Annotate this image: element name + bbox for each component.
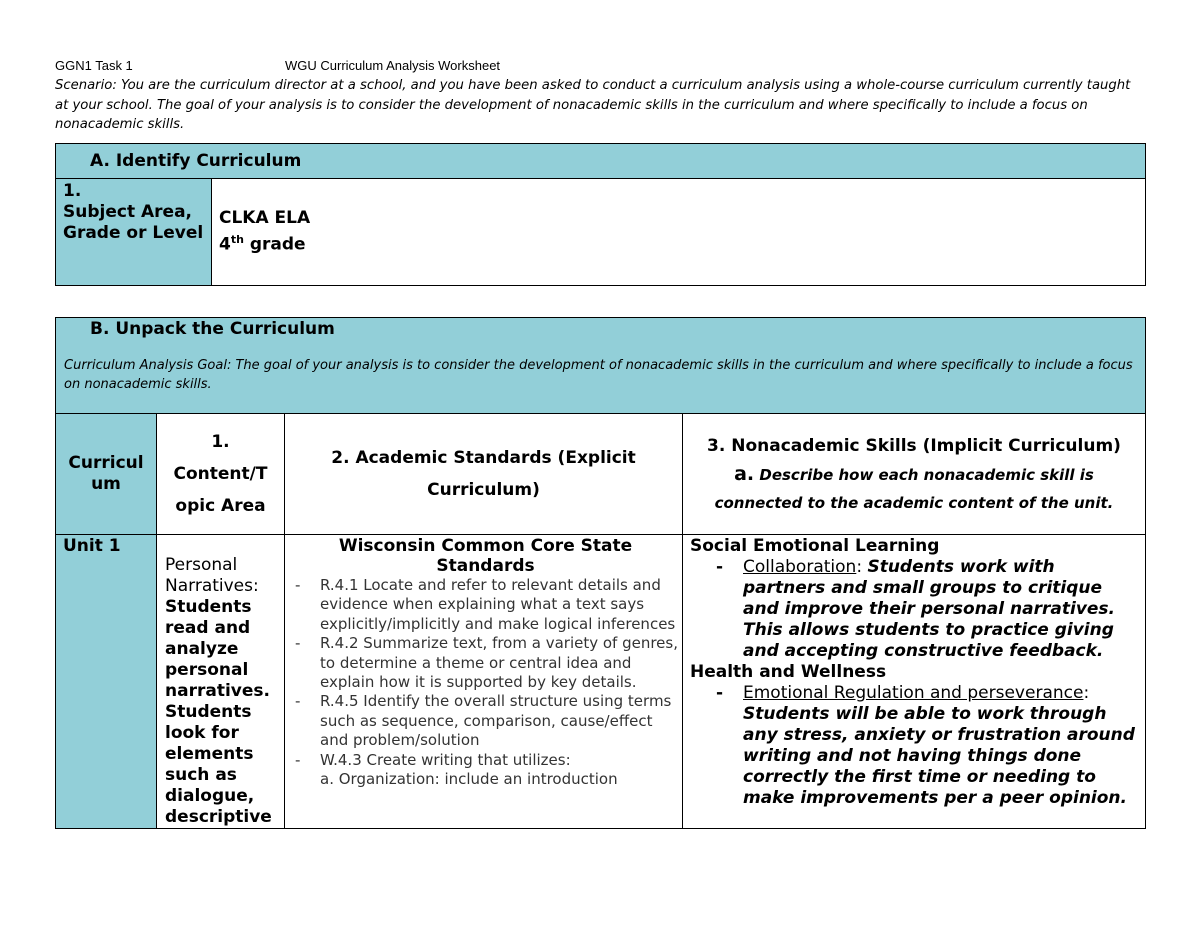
nonacademic-skill-label: Emotional Regulation and perseverance bbox=[743, 683, 1084, 703]
standard-item: - R.4.2 Summarize text, from a variety of genres, to determine a theme or central idea and explain how it is supported by key details. bbox=[293, 634, 678, 692]
worksheet-title: WGU Curriculum Analysis Worksheet bbox=[285, 58, 501, 73]
identify-curriculum-table bbox=[55, 143, 1146, 286]
unit-name: Unit 1 bbox=[63, 536, 121, 556]
standards-list bbox=[293, 576, 678, 770]
standards-cell bbox=[285, 535, 683, 829]
unpack-curriculum-table bbox=[55, 317, 1146, 829]
column-header-standards-label: 2. Academic Standards (Explicit Curriculum) bbox=[331, 448, 636, 500]
subject-area-label-number: 1. bbox=[63, 181, 82, 201]
column-header-content-number: 1. bbox=[211, 432, 230, 452]
standard-item: - R.4.1 Locate and refer to relevant details and evidence when explaining what a text says explicitly/implicitly and make logical inferences bbox=[293, 576, 678, 634]
nonacademic-skill-label: Collaboration bbox=[743, 557, 857, 577]
column-header-curriculum bbox=[56, 414, 157, 535]
column-header-nonacademic-label: 3. Nonacademic Skills (Implicit Curriculum) bbox=[707, 435, 1121, 456]
column-header-content-label: Content/T opic Area bbox=[173, 464, 268, 516]
column-header-nonacademic-sub bbox=[683, 460, 1145, 517]
sub-letter: a. bbox=[734, 462, 755, 485]
section-b-heading: B. Unpack the Curriculum bbox=[90, 319, 335, 339]
grade-ordinal: th bbox=[230, 233, 244, 247]
grade-word: grade bbox=[243, 234, 306, 255]
section-a-heading: A. Identify Curriculum bbox=[56, 144, 1146, 179]
grade-number: 4 bbox=[219, 234, 231, 255]
column-header-content bbox=[157, 414, 285, 535]
subject-area-value: CLKA ELA bbox=[219, 208, 311, 229]
dash-bullet: - bbox=[716, 683, 724, 703]
grade-level-value bbox=[219, 229, 1145, 256]
subject-area-value-cell bbox=[212, 179, 1146, 286]
nonacademic-item bbox=[690, 557, 1141, 662]
nonacademic-skill-text: Students work with partners and small groups to critique and improve their personal narratives. This allows students to practice giving and accepting constructive feedback. bbox=[743, 557, 1116, 661]
standard-item: - R.4.5 Identify the overall structure using terms such as sequence, comparison, cause/effect and problem/solution bbox=[293, 692, 678, 750]
standards-title: Wisconsin Common Core State Standards bbox=[338, 536, 633, 576]
label-colon: : bbox=[1083, 683, 1090, 703]
nonacademic-skill-text: Students will be able to work through any stress, anxiety or frustration around writing and not having things done correctly the first time or needing to make improvements per a peer opinion. bbox=[743, 704, 1135, 808]
nonacademic-cell bbox=[683, 535, 1146, 829]
column-header-standards bbox=[285, 414, 683, 535]
content-body: Students read and analyze personal narratives. Students look for elements such as dialogue, descriptive bbox=[165, 597, 272, 827]
column-header-curriculum-label: Curricul um bbox=[68, 453, 144, 494]
subject-area-label: Subject Area, Grade or Level bbox=[63, 202, 204, 243]
nonacademic-item bbox=[690, 683, 1141, 809]
column-header-nonacademic bbox=[683, 414, 1146, 535]
standard-sub-item: a. Organization: include an introduction bbox=[320, 770, 618, 789]
content-topic-cell bbox=[157, 535, 285, 829]
subject-area-label-cell bbox=[56, 179, 212, 286]
scenario-text: Scenario: You are the curriculum director at a school, and you have been asked to conduct a curriculum analysis using a whole-course curriculum currently taught at your school. The goal of your analysis is to consider the development of nonacademic skills in the curriculum and where specifically to include a focus on nonacademic skills. bbox=[55, 78, 1131, 132]
nonacademic-heading: Social Emotional Learning bbox=[690, 536, 940, 556]
section-b-header-cell bbox=[56, 318, 1146, 414]
standard-item: - W.4.3 Create writing that utilizes: bbox=[293, 751, 678, 770]
task-label: GGN1 Task 1 bbox=[55, 58, 133, 73]
dash-bullet: - bbox=[716, 557, 724, 577]
nonacademic-heading: Health and Wellness bbox=[690, 662, 887, 682]
sub-text: Describe how each nonacademic skill is connected to the academic content of the unit. bbox=[714, 465, 1114, 512]
analysis-goal-text: Curriculum Analysis Goal: The goal of your analysis is to consider the development of nonacademic skills in the curriculum and where specifically to include a focus on nonacademic skills. bbox=[64, 358, 1133, 392]
content-lead: Personal Narratives: bbox=[165, 555, 259, 596]
label-colon: : bbox=[856, 557, 868, 577]
unit-name-cell bbox=[56, 535, 157, 829]
